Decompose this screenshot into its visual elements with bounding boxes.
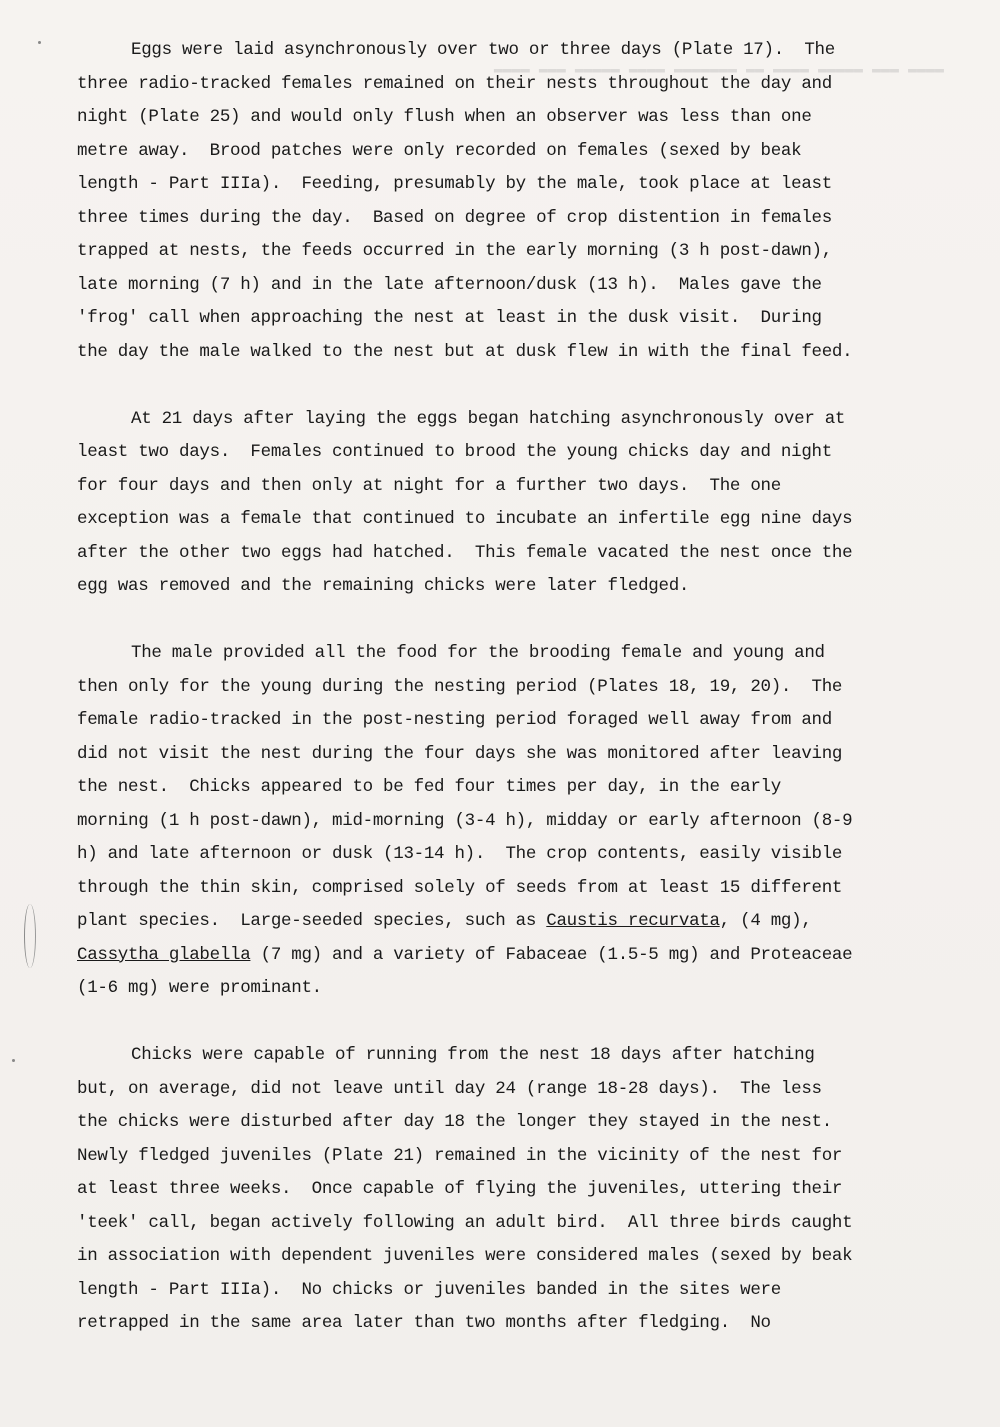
text-line: 'frog' call when approaching the nest at least in the dusk visit. During xyxy=(77,308,822,328)
text-line: Chicks were capable of running from the nest 18 days after hatching xyxy=(131,1045,815,1065)
text-line: female radio-tracked in the post-nesting period foraged well away from and xyxy=(77,710,832,730)
text-line: after the other two eggs had hatched. This female vacated the nest once the xyxy=(77,542,853,563)
text-line: through the thin skin, comprised solely of seeds from at least 15 different xyxy=(77,877,843,898)
text-line: exception was a female that continued to incubate an infertile egg nine days xyxy=(77,509,853,529)
text-line: in association with dependent juveniles were considered males (sexed by beak xyxy=(77,1246,853,1266)
text-line: metre away. Brood patches were only recorded on females (sexed by beak xyxy=(77,140,802,161)
text-line: retrapped in the same area later than two months after fledging. No xyxy=(77,1313,771,1333)
text-line: h) and late afternoon or dusk (13-14 h). The crop contents, easily visible xyxy=(77,844,843,864)
text-line: three times during the day. Based on degree of crop distention in females xyxy=(77,207,832,228)
body-text xyxy=(77,34,957,1341)
text-line: (1-6 mg) were prominant. xyxy=(77,978,322,998)
text-line: At 21 days after laying the eggs began hatching asynchronously over at xyxy=(131,408,846,429)
margin-speck xyxy=(38,41,41,44)
paragraph-2 xyxy=(77,403,957,604)
text-line: egg was removed and the remaining chicks were later fledged. xyxy=(77,576,690,596)
show-through-texture: ▬▬▬▬ ▬▬▬ ▬▬▬▬▬ ▬▬▬▬ ▬▬ ▬▬▬▬▬▬▬ ▬▬▬▬ ▬▬▬▬▬ ▬▬▬ ▬▬▬▬ xyxy=(493,61,944,78)
text-line: length - Part IIIa). Feeding, presumably by the male, took place at least xyxy=(77,174,832,194)
text-line: least two days. Females continued to brood the young chicks day and night xyxy=(77,442,832,462)
text-line: the chicks were disturbed after day 18 the longer they stayed in the nest. xyxy=(77,1112,832,1132)
margin-pencil-mark xyxy=(24,904,36,968)
species-name: Cassytha glabella xyxy=(77,944,251,965)
text-line: but, on average, did not leave until day 24 (range 18-28 days). The less xyxy=(77,1078,822,1099)
text-line: at least three weeks. Once capable of flying the juveniles, uttering their xyxy=(77,1179,843,1199)
text-fragment: , (4 mg), xyxy=(719,911,812,931)
species-name: Caustis recurvata xyxy=(546,911,720,931)
paragraph-1 xyxy=(77,34,957,369)
paragraph-4 xyxy=(77,1039,957,1341)
text-line: The male provided all the food for the brooding female and young and xyxy=(131,643,825,663)
species-line xyxy=(77,905,957,939)
text-line: trapped at nests, the feeds occurred in the early morning (3 h post-dawn), xyxy=(77,241,832,261)
text-line: night (Plate 25) and would only flush when an observer was less than one xyxy=(77,107,812,127)
text-line: Eggs were laid asynchronously over two or three days (Plate 17). The xyxy=(131,40,835,60)
text-line: 'teek' call, began actively following an adult bird. All three birds caught xyxy=(77,1212,853,1233)
margin-speck xyxy=(12,1059,15,1062)
text-line: the day the male walked to the nest but at dusk flew in with the final feed. xyxy=(77,341,853,362)
text-line: Newly fledged juveniles (Plate 21) remained in the vicinity of the nest for xyxy=(77,1145,843,1166)
text-fragment: (7 mg) and a variety of Fabaceae (1.5-5 mg) and Proteaceae xyxy=(250,944,853,965)
text-line: morning (1 h post-dawn), mid-morning (3-4 h), midday or early afternoon (8-9 xyxy=(77,810,853,831)
text-line: length - Part IIIa). No chicks or juveniles banded in the sites were xyxy=(77,1279,781,1300)
paragraph-3 xyxy=(77,637,957,1006)
text-line: the nest. Chicks appeared to be fed four times per day, in the early xyxy=(77,777,781,797)
text-line: three radio-tracked females remained on their nests throughout the day and xyxy=(77,73,832,94)
text-line: then only for the young during the nesting period (Plates 18, 19, 20). The xyxy=(77,676,843,697)
text-line: did not visit the nest during the four days she was monitored after leaving xyxy=(77,743,843,764)
text-fragment: plant species. Large-seeded species, such as xyxy=(77,911,547,931)
text-line: for four days and then only at night for a further two days. The one xyxy=(77,475,781,496)
species-line xyxy=(77,939,957,973)
text-line: late morning (7 h) and in the late afternoon/dusk (13 h). Males gave the xyxy=(77,274,822,295)
